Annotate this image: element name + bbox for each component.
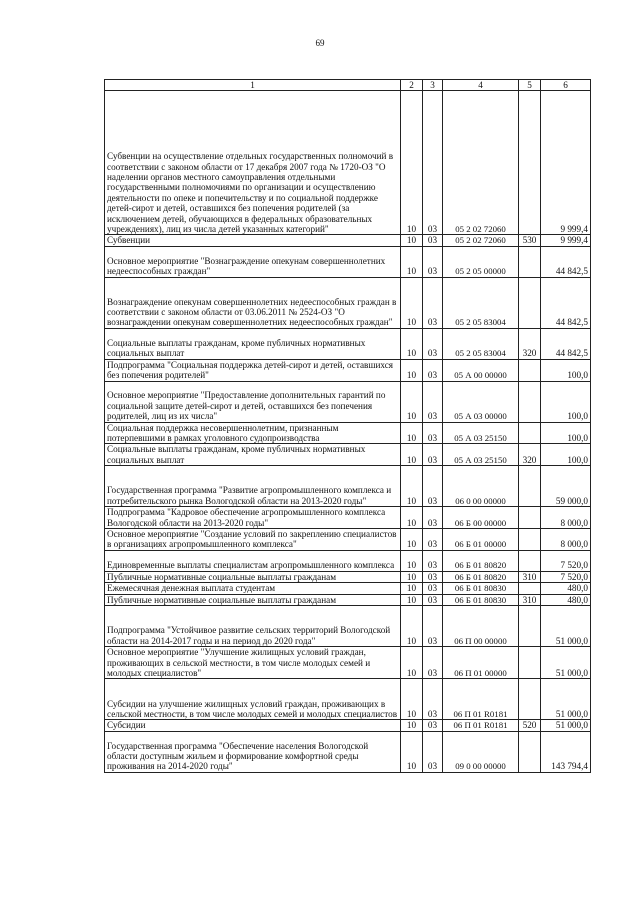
row-expense-type	[519, 679, 541, 720]
row-expense-type	[519, 606, 541, 647]
column-header-5: 5	[519, 80, 541, 91]
row-amount: 44 842,5	[541, 277, 591, 328]
row-target-code: 06 Б 01 80820	[443, 550, 519, 571]
row-target-code: 06 Б 00 00000	[443, 507, 519, 529]
table-row	[105, 235, 591, 246]
table-row	[105, 731, 591, 772]
row-amount: 51 000,0	[541, 679, 591, 720]
row-target-code: 05 2 02 72060	[443, 91, 519, 235]
row-section: 10	[401, 91, 423, 235]
table-row	[105, 328, 591, 359]
row-section: 10	[401, 246, 423, 277]
row-section: 10	[401, 594, 423, 605]
row-amount: 44 842,5	[541, 328, 591, 359]
row-subsection: 03	[423, 679, 443, 720]
row-name: Государственная программа "Развитие агропромышленного комплекса и потребительского рынка Вологодской области на 2013-2020 годы"	[105, 466, 401, 507]
row-section: 10	[401, 720, 423, 731]
table-row	[105, 277, 591, 328]
column-header-6: 6	[541, 80, 591, 91]
table-row	[105, 720, 591, 731]
row-target-code: 05 А 03 25150	[443, 422, 519, 444]
row-target-code: 06 П 01 R0181	[443, 720, 519, 731]
row-name: Основное мероприятие "Вознаграждение опекунам совершеннолетних недееспособных граждан"	[105, 246, 401, 277]
row-name: Субсидии на улучшение жилищных условий граждан, проживающих в сельской местности, в том числе молодых семей и молодых специалистов	[105, 679, 401, 720]
row-subsection: 03	[423, 550, 443, 571]
row-amount: 9 999,4	[541, 91, 591, 235]
row-amount: 8 000,0	[541, 507, 591, 529]
row-amount: 7 520,0	[541, 550, 591, 571]
row-section: 10	[401, 571, 423, 582]
row-target-code: 05 2 05 83004	[443, 277, 519, 328]
row-amount: 480,0	[541, 583, 591, 594]
row-section: 10	[401, 381, 423, 422]
row-section: 10	[401, 529, 423, 551]
row-expense-type	[519, 583, 541, 594]
row-target-code: 05 А 03 25150	[443, 444, 519, 466]
row-amount: 100,0	[541, 359, 591, 381]
row-section: 10	[401, 731, 423, 772]
row-expense-type	[519, 422, 541, 444]
row-expense-type: 320	[519, 444, 541, 466]
row-amount: 100,0	[541, 444, 591, 466]
row-target-code: 05 2 05 83004	[443, 328, 519, 359]
row-target-code: 06 Б 01 80830	[443, 594, 519, 605]
table-row	[105, 507, 591, 529]
row-expense-type	[519, 359, 541, 381]
row-section: 10	[401, 466, 423, 507]
column-header-4: 4	[443, 80, 519, 91]
row-name: Единовременные выплаты специалистам агропромышленного комплекса	[105, 550, 401, 571]
row-expense-type	[519, 381, 541, 422]
table-row	[105, 466, 591, 507]
row-subsection: 03	[423, 529, 443, 551]
column-header-3: 3	[423, 80, 443, 91]
row-name: Публичные нормативные социальные выплаты гражданам	[105, 594, 401, 605]
row-subsection: 03	[423, 246, 443, 277]
row-amount: 59 000,0	[541, 466, 591, 507]
column-header-2: 2	[401, 80, 423, 91]
row-target-code: 06 П 01 R0181	[443, 679, 519, 720]
row-amount: 51 000,0	[541, 647, 591, 679]
row-name: Подпрограмма "Кадровое обеспечение агропромышленного комплекса Вологодской области на 2013-2020 годы"	[105, 507, 401, 529]
row-target-code: 06 Б 01 00000	[443, 529, 519, 551]
table-row	[105, 571, 591, 582]
table-row	[105, 359, 591, 381]
row-subsection: 03	[423, 444, 443, 466]
row-target-code: 05 А 00 00000	[443, 359, 519, 381]
row-name: Ежемесячная денежная выплата студентам	[105, 583, 401, 594]
header-row	[105, 80, 591, 91]
row-amount: 51 000,0	[541, 720, 591, 731]
row-amount: 9 999,4	[541, 235, 591, 246]
row-target-code: 06 П 00 00000	[443, 606, 519, 647]
column-header-1: 1	[105, 80, 401, 91]
row-target-code: 06 Б 01 80830	[443, 583, 519, 594]
row-expense-type: 520	[519, 720, 541, 731]
row-amount: 480,0	[541, 594, 591, 605]
row-amount: 44 842,5	[541, 246, 591, 277]
row-subsection: 03	[423, 647, 443, 679]
table-row	[105, 246, 591, 277]
row-name: Основное мероприятие "Предоставление дополнительных гарантий по социальной защите детей-сирот и детей, оставшихся без попечения родителей, лиц из их числа"	[105, 381, 401, 422]
row-expense-type	[519, 550, 541, 571]
row-target-code: 06 П 01 00000	[443, 647, 519, 679]
row-expense-type: 530	[519, 235, 541, 246]
row-subsection: 03	[423, 606, 443, 647]
row-target-code: 05 2 02 72060	[443, 235, 519, 246]
table-row	[105, 381, 591, 422]
table-row	[105, 647, 591, 679]
row-expense-type	[519, 507, 541, 529]
row-subsection: 03	[423, 422, 443, 444]
row-name: Социальная поддержка несовершеннолетним, признанным потерпевшими в рамках уголовного судопроизводства	[105, 422, 401, 444]
row-subsection: 03	[423, 571, 443, 582]
row-subsection: 03	[423, 466, 443, 507]
row-subsection: 03	[423, 583, 443, 594]
row-section: 10	[401, 328, 423, 359]
table-row	[105, 444, 591, 466]
row-section: 10	[401, 444, 423, 466]
table-row	[105, 606, 591, 647]
table-row	[105, 679, 591, 720]
row-expense-type: 310	[519, 571, 541, 582]
row-amount: 100,0	[541, 381, 591, 422]
row-section: 10	[401, 422, 423, 444]
row-expense-type	[519, 91, 541, 235]
row-name: Субвенции	[105, 235, 401, 246]
row-section: 10	[401, 507, 423, 529]
row-section: 10	[401, 647, 423, 679]
row-subsection: 03	[423, 235, 443, 246]
row-subsection: 03	[423, 359, 443, 381]
row-section: 10	[401, 277, 423, 328]
table-row	[105, 594, 591, 605]
row-target-code: 06 0 00 00000	[443, 466, 519, 507]
row-expense-type	[519, 246, 541, 277]
row-name: Подпрограмма "Социальная поддержка детей-сирот и детей, оставшихся без попечения родителей"	[105, 359, 401, 381]
row-amount: 100,0	[541, 422, 591, 444]
budget-table	[104, 79, 591, 773]
table-row	[105, 583, 591, 594]
row-target-code: 06 Б 01 80820	[443, 571, 519, 582]
row-name: Субсидии	[105, 720, 401, 731]
table-row	[105, 550, 591, 571]
row-amount: 7 520,0	[541, 571, 591, 582]
table-row	[105, 91, 591, 235]
row-subsection: 03	[423, 328, 443, 359]
page-number: 69	[315, 38, 325, 48]
row-section: 10	[401, 235, 423, 246]
row-target-code: 05 2 05 00000	[443, 246, 519, 277]
row-subsection: 03	[423, 720, 443, 731]
row-name: Публичные нормативные социальные выплаты гражданам	[105, 571, 401, 582]
table-row	[105, 529, 591, 551]
row-expense-type	[519, 731, 541, 772]
row-name: Социальные выплаты гражданам, кроме публичных нормативных социальных выплат	[105, 328, 401, 359]
row-section: 10	[401, 606, 423, 647]
row-expense-type	[519, 647, 541, 679]
row-target-code: 05 А 03 00000	[443, 381, 519, 422]
row-expense-type: 320	[519, 328, 541, 359]
row-section: 10	[401, 359, 423, 381]
row-name: Основное мероприятие "Создание условий по закреплению специалистов в организациях агропромышленного комплекса"	[105, 529, 401, 551]
row-name: Государственная программа "Обеспечение населения Вологодской области доступным жильем и формирование комфортной среды проживания на 2014-2020 годы"	[105, 731, 401, 772]
row-expense-type	[519, 277, 541, 328]
row-expense-type: 310	[519, 594, 541, 605]
row-amount: 8 000,0	[541, 529, 591, 551]
row-section: 10	[401, 550, 423, 571]
row-expense-type	[519, 529, 541, 551]
row-section: 10	[401, 679, 423, 720]
row-subsection: 03	[423, 277, 443, 328]
row-section: 10	[401, 583, 423, 594]
table-row	[105, 422, 591, 444]
row-subsection: 03	[423, 594, 443, 605]
row-name: Основное мероприятие "Улучшение жилищных условий граждан, проживающих в сельской местности, в том числе молодых семей и молодых специалистов"	[105, 647, 401, 679]
row-expense-type	[519, 466, 541, 507]
row-subsection: 03	[423, 507, 443, 529]
row-name: Вознаграждение опекунам совершеннолетних недееспособных граждан в соответствии с законом области от 03.06.2011 № 2524-ОЗ "О вознаграждении опекунам совершеннолетних недееспособных граждан"	[105, 277, 401, 328]
row-subsection: 03	[423, 731, 443, 772]
row-amount: 51 000,0	[541, 606, 591, 647]
row-target-code: 09 0 00 00000	[443, 731, 519, 772]
row-subsection: 03	[423, 91, 443, 235]
row-subsection: 03	[423, 381, 443, 422]
row-name: Субвенции на осуществление отдельных государственных полномочий в соответствии с законом области от 17 декабря 2007 года № 1720-ОЗ "О наделении органов местного самоуправления отдельными государственными полномочиями по организации и осуществлению деятельности по опеке и попечительству и по социальной поддержке детей-сирот и детей, оставшихся без попечения родителей (за исключением детей, обучающихся в федеральных образовательных учреждениях), лиц из числа детей указанных категорий"	[105, 91, 401, 235]
row-name: Подпрограмма "Устойчивое развитие сельских территорий Вологодской области на 2014-2017 годы и на период до 2020 года"	[105, 606, 401, 647]
row-name: Социальные выплаты гражданам, кроме публичных нормативных социальных выплат	[105, 444, 401, 466]
row-amount: 143 794,4	[541, 731, 591, 772]
